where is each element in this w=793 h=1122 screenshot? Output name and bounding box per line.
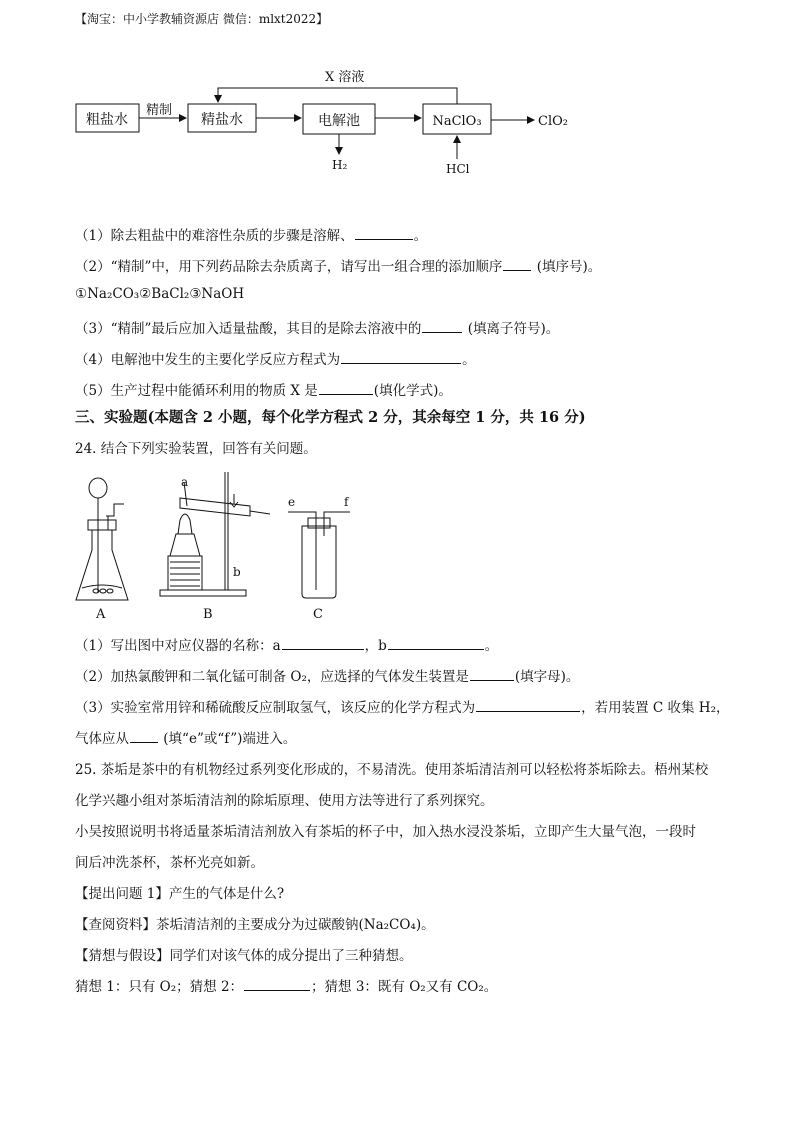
section-heading: 三、实验题(本题含 2 小题，每个化学方程式 2 分，其余每空 1 分，共 16 分) (75, 409, 586, 426)
process-flow-diagram (70, 62, 590, 182)
apparatus-a-flask (76, 478, 128, 600)
q24-part3-cont: 气体应从 (填“e”或“f”)端进入。 (75, 731, 297, 747)
q24-part2: （2）加热氯酸钾和二氧化锰可制备 O₂，应选择的气体发生装置是 (填字母)。 (75, 669, 580, 685)
label-b-pointer: b (233, 565, 241, 579)
byproduct-label: H₂ (332, 158, 348, 172)
q25-line3: 小吴按照说明书将适量茶垢清洁剂放入有茶垢的杯子中，加入热水浸没茶垢，立即产生大量气泡，一段时 (75, 824, 696, 840)
answer-blank[interactable] (341, 351, 461, 364)
box-crude-brine-label: 粗盐水 (86, 112, 128, 128)
product-label: ClO₂ (538, 114, 568, 129)
q23-part1: （1）除去粗盐中的难溶性杂质的步骤是溶解、 。 (75, 228, 428, 244)
q25-line4: 间后冲洗茶杯，茶杯光亮如新。 (75, 855, 264, 871)
answer-blank[interactable] (470, 668, 514, 681)
box-refined-brine-label: 精盐水 (201, 112, 243, 128)
reagent-label: HCl (446, 162, 470, 176)
answer-blank[interactable] (244, 978, 310, 991)
apparatus-c-bottle (288, 512, 350, 598)
label-b-apparatus: B (203, 607, 213, 622)
label-e: e (288, 495, 296, 509)
page-header: 【淘宝：中小学教辅资源店 微信：mlxt2022】 (75, 12, 329, 26)
apparatus-b-heating (160, 472, 270, 596)
answer-blank[interactable] (355, 227, 413, 240)
answer-blank[interactable] (476, 699, 580, 712)
answer-blank[interactable] (130, 730, 158, 743)
q23-part2: （2）“精制”中，用下列药品除去杂质离子，请写出一组合理的添加顺序 (填序号)。 (75, 259, 602, 275)
label-a-apparatus: A (96, 607, 106, 622)
answer-blank[interactable] (388, 637, 484, 650)
q25-line2: 化学兴趣小组对茶垢清洁剂的除垢原理、使用方法等进行了系列探究。 (75, 793, 494, 809)
label-a-pointer: a (181, 475, 189, 489)
answer-blank[interactable] (503, 258, 531, 271)
q25-question1: 【提出问题 1】产生的气体是什么? (75, 886, 285, 902)
box-naclo3-label: NaClO₃ (432, 114, 482, 129)
q24-part3: （3）实验室常用锌和稀硫酸反应制取氢气，该反应的化学方程式为 ，若用装置 C 收集 H₂， (75, 700, 730, 716)
q23-part3: （3）“精制”最后应加入适量盐酸，其目的是除去溶液中的 (填离子符号)。 (75, 321, 560, 337)
answer-blank[interactable] (282, 637, 364, 650)
box-electrolyzer-label: 电解池 (318, 113, 360, 129)
label-f: f (344, 495, 349, 509)
answer-blank[interactable] (319, 382, 373, 395)
q24-part1: （1）写出图中对应仪器的名称：a ，b 。 (75, 638, 499, 654)
q23-reagents: ①Na₂CO₃②BaCl₂③NaOH (75, 286, 245, 302)
q23-part5: （5）生产过程中能循环利用的物质 X 是 (填化学式)。 (75, 383, 452, 399)
q25-hypothesis: 【猜想与假设】同学们对该气体的成分提出了三种猜想。 (75, 948, 413, 964)
q24-intro: 24. 结合下列实验装置，回答有关问题。 (75, 441, 317, 457)
arrow-label-refine: 精制 (146, 103, 173, 118)
recycle-label: X 溶液 (325, 70, 365, 85)
answer-blank[interactable] (422, 320, 462, 333)
q25-line1: 25. 茶垢是茶中的有机物经过系列变化形成的，不易清洗。使用茶垢清洁剂可以轻松将茶垢除去。梧州某校 (75, 762, 709, 778)
q25-info: 【查阅资料】茶垢清洁剂的主要成分为过碳酸钠(Na₂CO₄)。 (75, 917, 435, 933)
label-c-apparatus: C (313, 607, 323, 622)
q23-part4: （4）电解池中发生的主要化学反应方程式为 。 (75, 352, 476, 368)
apparatus-figure (70, 464, 370, 626)
q25-guesses: 猜想 1：只有 O₂；猜想 2： ；猜想 3：既有 O₂又有 CO₂。 (75, 979, 498, 995)
